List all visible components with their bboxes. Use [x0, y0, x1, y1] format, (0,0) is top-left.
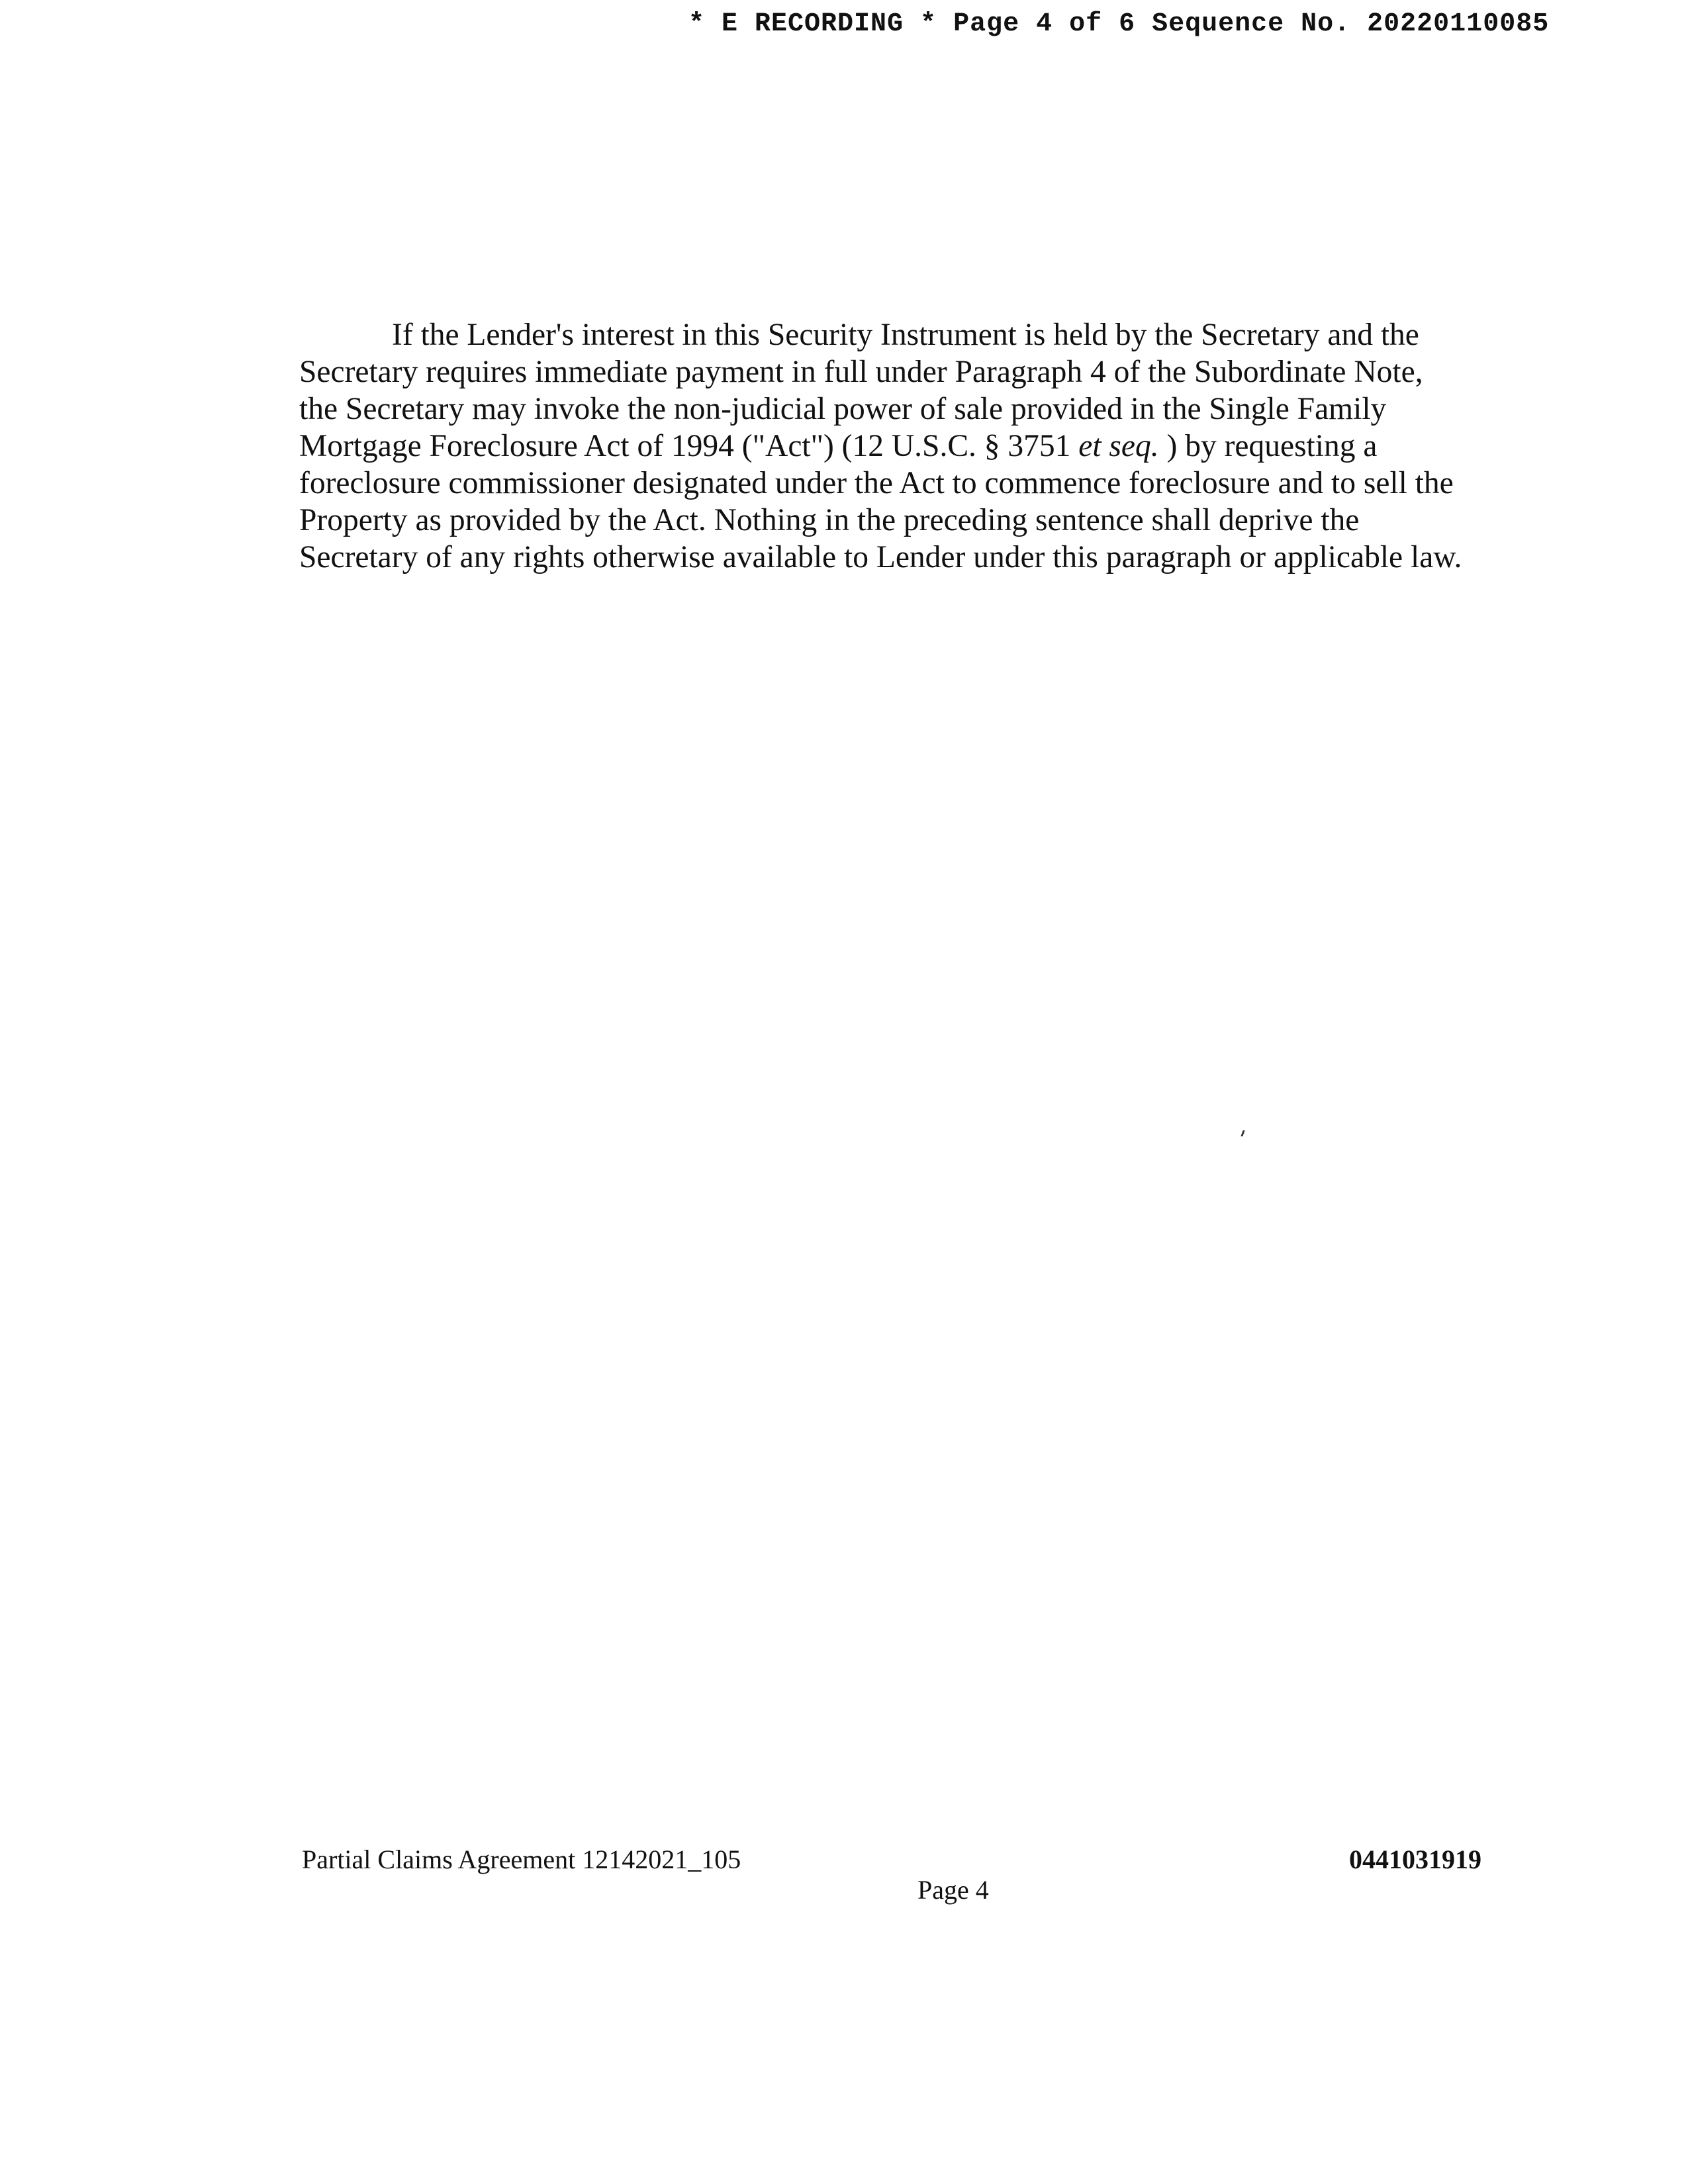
paragraph-text: ) by requesting a — [1158, 429, 1378, 463]
paragraph-line-4 — [299, 428, 1491, 465]
paragraph-line-5: foreclosure commissioner designated under the Act to commence foreclosure and to sell the — [299, 466, 1454, 500]
body-paragraph — [299, 316, 1491, 576]
paragraph-line-6: Property as provided by the Act. Nothing in the preceding sentence shall deprive the — [299, 503, 1360, 537]
paragraph-italic-text: et seq. — [1078, 429, 1159, 463]
paragraph-line-1 — [299, 316, 1491, 353]
recording-stamp: * E RECORDING * Page 4 of 6 Sequence No. 20220110085 — [688, 9, 1550, 39]
footer-document-title: Partial Claims Agreement 12142021_105 — [302, 1844, 741, 1874]
paragraph-text: If the Lender's interest in this Security Instrument is held by the Secretary and the — [392, 318, 1419, 352]
footer-loan-number: 0441031919 — [1349, 1844, 1481, 1874]
footer-page-number: Page 4 — [917, 1875, 989, 1905]
paragraph-text: Mortgage Foreclosure Act of 1994 ("Act") (12 U.S.C. § 3751 — [299, 429, 1079, 463]
paragraph-line-2: Secretary requires immediate payment in full under Paragraph 4 of the Subordinate Note, — [299, 355, 1423, 389]
stray-scan-mark — [1241, 1130, 1244, 1136]
paragraph-line-3: the Secretary may invoke the non-judicial power of sale provided in the Single Family — [299, 392, 1387, 426]
paragraph-line-7: Secretary of any rights otherwise available to Lender under this paragraph or applicable law. — [299, 540, 1462, 574]
